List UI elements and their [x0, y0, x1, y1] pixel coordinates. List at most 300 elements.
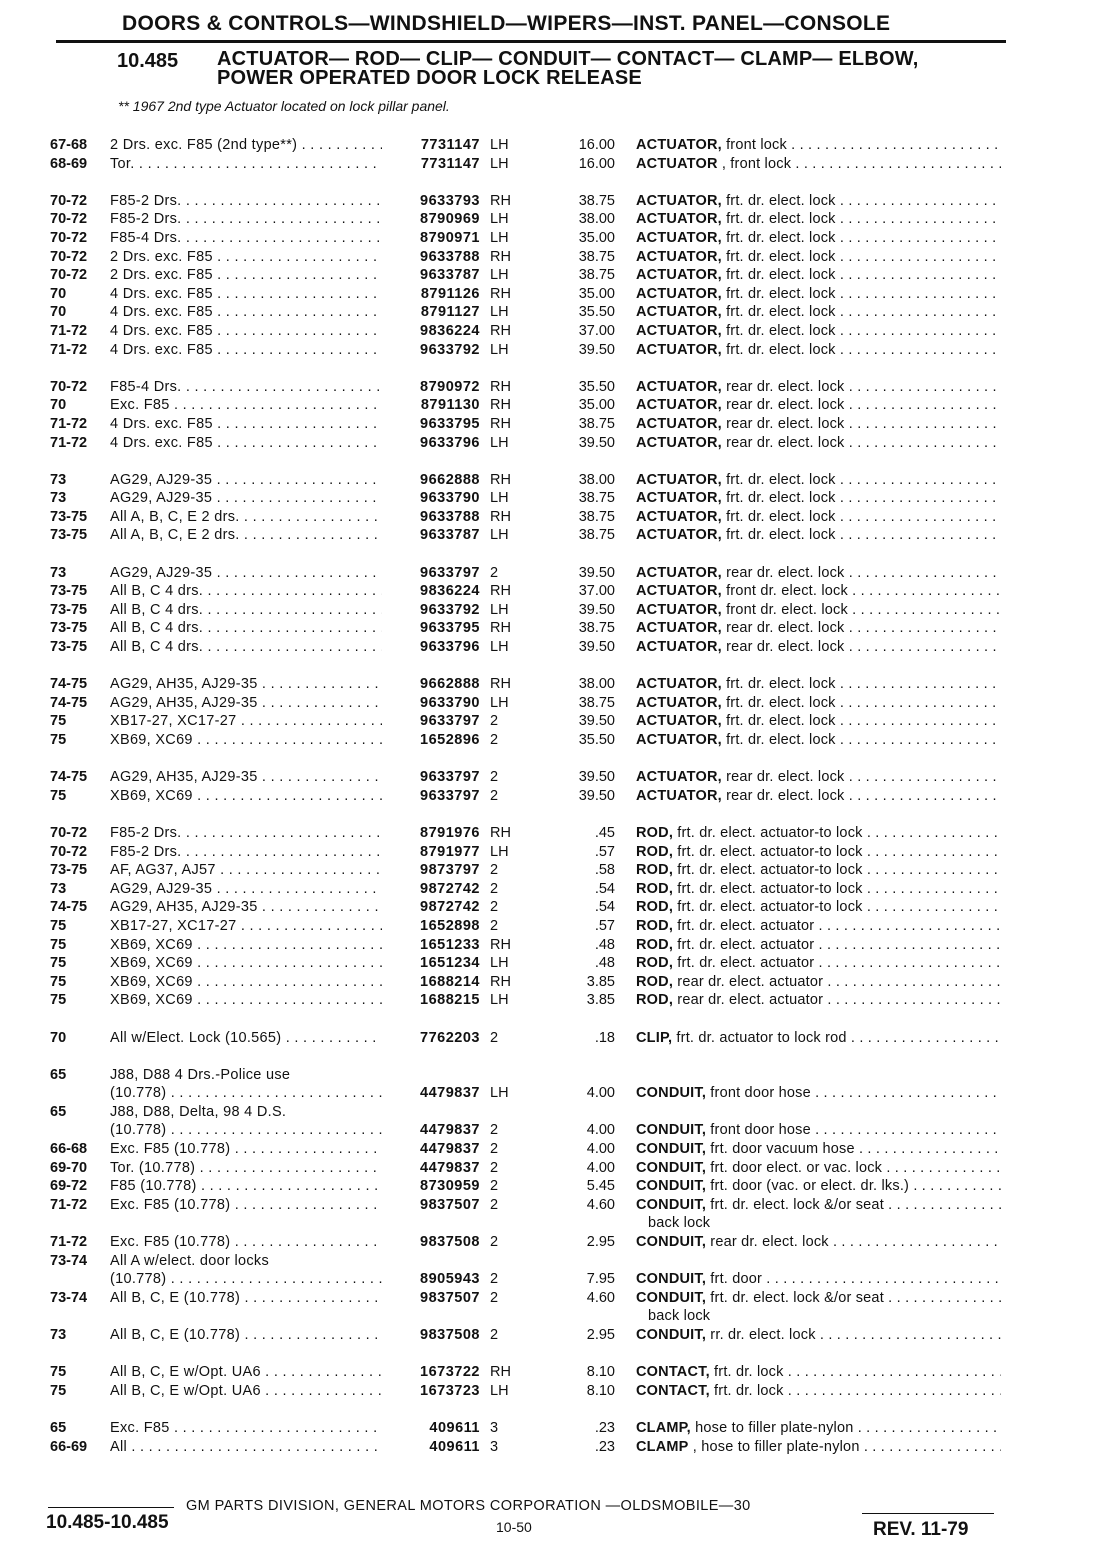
description-cell [636, 973, 1001, 992]
quantity-cell: 2 [490, 1271, 499, 1288]
part-description: rear dr. elect. lock [721, 639, 845, 656]
model-cell: J88, D88, Delta, 98 4 D.S. [110, 1103, 287, 1120]
model-cell: F85-2 Drs. . . . [110, 210, 382, 229]
quantity-cell: LH [490, 527, 509, 544]
part-name: ACTUATOR, [636, 304, 722, 321]
part-number-cell: 9836224 [420, 322, 480, 339]
price-cell: 8.10 [586, 1382, 615, 1399]
part-name: ACTUATOR, [636, 639, 722, 656]
description-cell [636, 155, 1001, 174]
year-cell: 74-75 [50, 769, 88, 786]
quantity-cell: RH [490, 397, 511, 414]
part-description: rear dr. elect. actuator [673, 973, 824, 990]
part-description: rr. dr. elect. lock [706, 1327, 816, 1343]
part-name: ACTUATOR, [636, 285, 722, 302]
price-cell: 4.00 [586, 1159, 615, 1176]
part-name: ACTUATOR, [636, 676, 722, 693]
model-cell: XB17-27, XC17-27 . . . [110, 712, 382, 731]
model-cell: (10.778) . . . [110, 1121, 382, 1140]
part-name: ROD, [636, 917, 674, 934]
year-cell: 73-75 [50, 601, 88, 618]
part-number-cell: 9633790 [420, 490, 480, 507]
model-cell: F85-4 Drs. . . . [110, 229, 382, 248]
year-cell: 71-72 [50, 415, 88, 432]
model-cell: XB69, XC69 . . . [110, 991, 382, 1010]
description-cell [636, 1438, 1001, 1457]
price-cell: 4.00 [586, 1085, 615, 1102]
part-name: ACTUATOR, [636, 415, 722, 432]
model-cell: All w/Elect. Lock (10.565) . . . [110, 1029, 382, 1048]
quantity-cell: 2 [490, 564, 499, 581]
quantity-cell: 2 [490, 880, 499, 897]
description-cell [636, 136, 1001, 155]
table-row [0, 471, 1100, 490]
description-cell [636, 694, 1001, 713]
part-name: ACTUATOR, [636, 248, 722, 265]
quantity-cell: 2 [490, 862, 499, 879]
model-cell: XB69, XC69 . . . [110, 731, 382, 750]
year-cell: 73-75 [50, 527, 88, 544]
part-name: ROD, [636, 880, 674, 897]
table-row [0, 434, 1100, 453]
part-number-cell: 9633787 [420, 267, 480, 284]
model-cell: (10.778) . . . [110, 1270, 382, 1289]
part-name: ROD, [636, 899, 674, 916]
year-cell: 70-72 [50, 192, 88, 209]
part-name: CONDUIT, [636, 1085, 707, 1102]
part-number-cell: 9633795 [420, 620, 480, 637]
part-description: , front lock [717, 155, 792, 172]
price-cell: 38.75 [578, 490, 615, 507]
part-description: , hose to filler plate-nylon [688, 1438, 860, 1455]
part-name: CONDUIT, [636, 1122, 707, 1139]
part-name: CONDUIT, [636, 1327, 707, 1343]
year-cell: 73-75 [50, 620, 88, 637]
quantity-cell: LH [490, 639, 509, 656]
part-name: ROD, [636, 955, 674, 972]
price-cell: 38.00 [578, 211, 615, 228]
year-cell: 68-69 [50, 155, 88, 172]
year-cell: 65 [50, 1103, 67, 1120]
table-row [0, 396, 1100, 415]
price-cell: 37.00 [578, 322, 615, 339]
year-cell: 73-75 [50, 639, 88, 656]
part-description: rear dr. elect. lock [721, 620, 845, 637]
part-description: frt. dr. elect. lock [721, 471, 836, 488]
part-description: front dr. elect. lock [721, 583, 848, 600]
row-spacer [0, 1345, 1100, 1364]
part-description: hose to filler plate-nylon [690, 1419, 854, 1436]
model-cell: AG29, AH35, AJ29-35 . . . [110, 898, 382, 917]
price-cell: 37.00 [578, 583, 615, 600]
year-cell: 73 [50, 880, 67, 897]
price-cell: 39.50 [578, 341, 615, 358]
part-name: CONTACT, [636, 1382, 710, 1399]
part-number-cell: 9633796 [420, 639, 480, 656]
model-cell: F85-2 Drs. . . . [110, 843, 382, 862]
table-row [0, 1084, 1100, 1103]
model-cell: AG29, AJ29-35 . . . [110, 471, 382, 490]
price-cell: 38.75 [578, 620, 615, 637]
price-cell: .58 [594, 862, 615, 879]
price-cell: 38.75 [578, 694, 615, 711]
description-cell [636, 396, 1001, 415]
part-name: ROD, [636, 936, 674, 953]
quantity-cell: RH [490, 415, 511, 432]
part-name: ACTUATOR, [636, 713, 722, 730]
year-cell: 70 [50, 304, 67, 321]
model-cell: 4 Drs. exc. F85 . . . [110, 303, 382, 322]
part-number-cell: 9633795 [420, 415, 480, 432]
table-row [0, 824, 1100, 843]
description-cell [636, 1326, 1001, 1345]
part-description: rear dr. elect. lock [721, 378, 845, 395]
part-name: CONDUIT, [636, 1159, 707, 1176]
part-number-cell: 9837507 [420, 1196, 480, 1213]
table-row [0, 489, 1100, 508]
part-description: frt. door elect. or vac. lock [706, 1159, 883, 1176]
model-cell: XB69, XC69 . . . [110, 973, 382, 992]
model-cell: 4 Drs. exc. F85 . . . [110, 322, 382, 341]
table-row [0, 266, 1100, 285]
header-rule [56, 40, 1006, 43]
part-name: ACTUATOR, [636, 137, 722, 153]
description-cell [636, 1196, 1001, 1215]
year-cell: 75 [50, 992, 67, 1009]
quantity-cell: RH [490, 676, 511, 693]
year-cell: 70-72 [50, 378, 88, 395]
part-name: ROD, [636, 992, 674, 1009]
part-number-cell: 9837508 [420, 1234, 480, 1251]
price-cell: .54 [594, 880, 615, 897]
description-cell [636, 638, 1001, 657]
part-number-cell: 1651234 [420, 955, 480, 972]
year-cell: 75 [50, 713, 67, 730]
part-number-cell: 9837508 [420, 1327, 480, 1343]
part-description: frt. dr. elect. lock [721, 229, 836, 246]
price-cell: 39.50 [578, 787, 615, 804]
year-cell: 74-75 [50, 676, 88, 693]
part-name: ACTUATOR, [636, 564, 722, 581]
description-cell [636, 508, 1001, 527]
model-cell: 4 Drs. exc. F85 . . . [110, 341, 382, 360]
part-number-cell: 8905943 [420, 1271, 480, 1288]
model-cell: Exc. F85 (10.778) . . . [110, 1233, 382, 1252]
part-name: ACTUATOR, [636, 527, 722, 544]
quantity-cell: 2 [490, 1159, 499, 1176]
table-row [0, 136, 1100, 155]
part-name: ACTUATOR, [636, 267, 722, 284]
part-description: front lock [721, 137, 787, 153]
description-cell [636, 471, 1001, 490]
model-cell: Exc. F85 . . . [110, 1419, 382, 1438]
table-row [0, 638, 1100, 657]
part-number-cell: 1673723 [420, 1382, 480, 1399]
table-row [0, 917, 1100, 936]
quantity-cell: RH [490, 192, 511, 209]
part-description: frt. door vacuum hose [706, 1141, 855, 1158]
continuation-row [0, 1214, 1100, 1233]
part-description: frt. dr. actuator to lock rod [672, 1029, 847, 1046]
quantity-cell: LH [490, 1085, 509, 1102]
table-row [0, 936, 1100, 955]
part-name: ACTUATOR, [636, 378, 722, 395]
part-name: CONDUIT, [636, 1196, 707, 1213]
description-cell [636, 843, 1001, 862]
price-cell: 7.95 [586, 1271, 615, 1288]
row-spacer [0, 545, 1100, 564]
table-row [0, 285, 1100, 304]
model-cell: All . . . [110, 1438, 382, 1457]
quantity-cell: RH [490, 508, 511, 525]
row-spacer [0, 1047, 1100, 1066]
price-cell: 4.00 [586, 1122, 615, 1139]
part-name: CONDUIT, [636, 1271, 707, 1288]
continuation-row [0, 1307, 1100, 1326]
year-cell: 75 [50, 787, 67, 804]
part-description: frt. dr. elect. actuator [673, 936, 815, 953]
model-cell: AG29, AJ29-35 . . . [110, 489, 382, 508]
year-cell: 70-72 [50, 211, 88, 228]
price-cell: 4.60 [586, 1196, 615, 1213]
part-number-cell: 8790969 [420, 211, 480, 228]
model-cell: XB17-27, XC17-27 . . . [110, 917, 382, 936]
year-cell: 69-70 [50, 1159, 88, 1176]
year-cell: 73 [50, 564, 67, 581]
model-cell: AG29, AJ29-35 . . . [110, 564, 382, 583]
quantity-cell: LH [490, 137, 509, 153]
description-cell [636, 210, 1001, 229]
description-cell [636, 861, 1001, 880]
part-name: ACTUATOR, [636, 341, 722, 358]
quantity-cell: 2 [490, 1289, 499, 1306]
table-row [0, 712, 1100, 731]
part-number-cell: 409611 [429, 1419, 480, 1436]
part-number-cell: 4479837 [420, 1159, 480, 1176]
part-description: frt. dr. lock [709, 1364, 784, 1381]
part-name: CLAMP, [636, 1419, 691, 1436]
part-number-cell: 4479837 [420, 1085, 480, 1102]
year-cell: 73 [50, 490, 67, 507]
table-row [0, 991, 1100, 1010]
year-cell: 73 [50, 471, 67, 488]
price-cell: 3.85 [586, 973, 615, 990]
quantity-cell: 2 [490, 1029, 499, 1046]
model-cell: F85-2 Drs. . . . [110, 192, 382, 211]
row-spacer [0, 657, 1100, 676]
quantity-cell: 2 [490, 1234, 499, 1251]
description-cell [636, 601, 1001, 620]
table-row [0, 731, 1100, 750]
year-cell: 75 [50, 732, 67, 748]
page-header-title: DOORS & CONTROLS—WINDSHIELD—WIPERS—INST. PANEL—CONSOLE [122, 12, 891, 35]
part-name: ACTUATOR, [636, 490, 722, 507]
part-description: frt. dr. elect. lock [721, 694, 836, 711]
part-number-cell: 8790972 [420, 378, 480, 395]
description-cell [636, 303, 1001, 322]
quantity-cell: LH [490, 155, 509, 172]
row-spacer [0, 1400, 1100, 1419]
model-cell: All B, C 4 drs. . . . [110, 638, 382, 657]
part-number-cell: 1652898 [420, 917, 480, 934]
table-row [0, 1419, 1100, 1438]
section-title [217, 50, 918, 88]
table-row [0, 973, 1100, 992]
price-cell: .54 [594, 899, 615, 916]
model-cell: All B, C 4 drs. . . . [110, 582, 382, 601]
description-cell [636, 1140, 1001, 1159]
part-description: frt. dr. elect. lock [721, 713, 836, 730]
quantity-cell: 2 [490, 1122, 499, 1139]
year-cell: 73-74 [50, 1289, 88, 1306]
table-row [0, 954, 1100, 973]
price-cell: 35.50 [578, 304, 615, 321]
year-cell: 71-72 [50, 434, 88, 451]
description-cell [636, 1363, 1001, 1382]
part-name: ACTUATOR, [636, 229, 722, 246]
part-description: frt. dr. elect. actuator [673, 955, 815, 972]
row-spacer [0, 452, 1100, 471]
price-cell: 16.00 [578, 137, 615, 153]
quantity-cell: LH [490, 229, 509, 246]
model-cell: 2 Drs. exc. F85 . . . [110, 266, 382, 285]
model-cell: 2 Drs. exc. F85 (2nd type**) . . . [110, 136, 382, 155]
footer-publisher: GM PARTS DIVISION, GENERAL MOTORS CORPORATION —OLDSMOBILE—30 [186, 1498, 751, 1514]
description-cell [636, 192, 1001, 211]
part-name: ACTUATOR [636, 155, 718, 172]
model-cell: Exc. F85 . . . [110, 396, 382, 415]
part-number-cell: 9633790 [420, 694, 480, 711]
table-row [0, 1270, 1100, 1289]
quantity-cell: 2 [490, 917, 499, 934]
part-number-cell: 9633796 [420, 434, 480, 451]
description-continuation: back lock [648, 1215, 711, 1232]
year-cell: 74-75 [50, 899, 88, 916]
price-cell: 35.00 [578, 229, 615, 246]
price-cell: 3.85 [586, 992, 615, 1009]
part-number-cell: 8730959 [420, 1178, 480, 1195]
table-row [0, 1363, 1100, 1382]
price-cell: 4.60 [586, 1289, 615, 1306]
year-cell: 71-72 [50, 1196, 88, 1213]
model-cell: All B, C, E (10.778) . . . [110, 1289, 382, 1308]
table-row [0, 508, 1100, 527]
price-cell: 35.50 [578, 378, 615, 395]
quantity-cell: LH [490, 211, 509, 228]
price-cell: 38.75 [578, 527, 615, 544]
table-row [0, 1103, 1100, 1122]
part-description: frt. dr. elect. actuator-to lock [673, 824, 863, 841]
table-row [0, 1066, 1100, 1085]
quantity-cell: 2 [490, 899, 499, 916]
table-row [0, 1177, 1100, 1196]
table-row [0, 322, 1100, 341]
row-spacer [0, 750, 1100, 769]
table-row [0, 210, 1100, 229]
quantity-cell: RH [490, 620, 511, 637]
table-row [0, 415, 1100, 434]
price-cell: 39.50 [578, 564, 615, 581]
year-cell: 75 [50, 936, 67, 953]
part-description: rear dr. elect. lock [721, 434, 845, 451]
table-row [0, 564, 1100, 583]
part-description: rear dr. elect. actuator [673, 992, 824, 1009]
table-row [0, 378, 1100, 397]
price-cell: 4.00 [586, 1141, 615, 1158]
model-cell: All A, B, C, E 2 drs. . . . [110, 508, 382, 527]
description-cell [636, 322, 1001, 341]
table-row [0, 694, 1100, 713]
part-description: frt. dr. elect. lock [721, 732, 836, 748]
year-cell: 73-75 [50, 862, 88, 879]
quantity-cell: 2 [490, 1327, 499, 1343]
table-row [0, 1382, 1100, 1401]
description-cell [636, 1084, 1001, 1103]
row-spacer [0, 359, 1100, 378]
year-cell: 75 [50, 917, 67, 934]
model-cell: F85 (10.778) . . . [110, 1177, 382, 1196]
part-number-cell: 9872742 [420, 880, 480, 897]
description-cell [636, 917, 1001, 936]
quantity-cell: LH [490, 601, 509, 618]
part-number-cell: 9872742 [420, 899, 480, 916]
part-number-cell: 9633797 [420, 713, 480, 730]
part-description: frt. dr. elect. actuator-to lock [673, 843, 863, 860]
description-cell [636, 898, 1001, 917]
model-cell: All A, B, C, E 2 drs. . . . [110, 526, 382, 545]
table-row [0, 1159, 1100, 1178]
price-cell: 39.50 [578, 769, 615, 786]
price-cell: 38.75 [578, 248, 615, 265]
part-description: frt. dr. elect. lock [721, 267, 836, 284]
description-cell [636, 991, 1001, 1010]
part-number-cell: 9633797 [420, 769, 480, 786]
part-number-cell: 8790971 [420, 229, 480, 246]
table-row [0, 155, 1100, 174]
description-cell [636, 434, 1001, 453]
quantity-cell: LH [490, 992, 509, 1009]
model-cell: Exc. F85 (10.778) . . . [110, 1196, 382, 1215]
part-description: rear dr. elect. lock [721, 787, 845, 804]
table-row [0, 601, 1100, 620]
section-number: 10.485 [117, 50, 179, 72]
price-cell: 38.75 [578, 267, 615, 284]
part-description: frt. dr. elect. lock [721, 676, 836, 693]
part-number-cell: 8791126 [420, 285, 480, 302]
quantity-cell: 2 [490, 1178, 499, 1195]
part-number-cell: 9633792 [420, 601, 480, 618]
price-cell: 38.75 [578, 415, 615, 432]
quantity-cell: LH [490, 490, 509, 507]
table-row [0, 341, 1100, 360]
model-cell: AG29, AJ29-35 . . . [110, 880, 382, 899]
table-row [0, 1196, 1100, 1215]
part-number-cell: 9873797 [420, 862, 480, 879]
part-name: ACTUATOR, [636, 583, 722, 600]
description-cell [636, 1177, 1001, 1196]
part-description: frt. dr. elect. lock [721, 211, 836, 228]
part-description: frt. dr. elect. lock [721, 192, 836, 209]
model-cell: AG29, AH35, AJ29-35 . . . [110, 768, 382, 787]
part-number-cell: 1673722 [420, 1364, 480, 1381]
part-description: frt. dr. elect. actuator-to lock [673, 899, 863, 916]
quantity-cell: LH [490, 694, 509, 711]
model-cell: All A w/elect. door locks [110, 1252, 270, 1269]
year-cell: 73-75 [50, 508, 88, 525]
description-cell [636, 341, 1001, 360]
row-spacer [0, 1010, 1100, 1029]
year-cell: 74-75 [50, 694, 88, 711]
